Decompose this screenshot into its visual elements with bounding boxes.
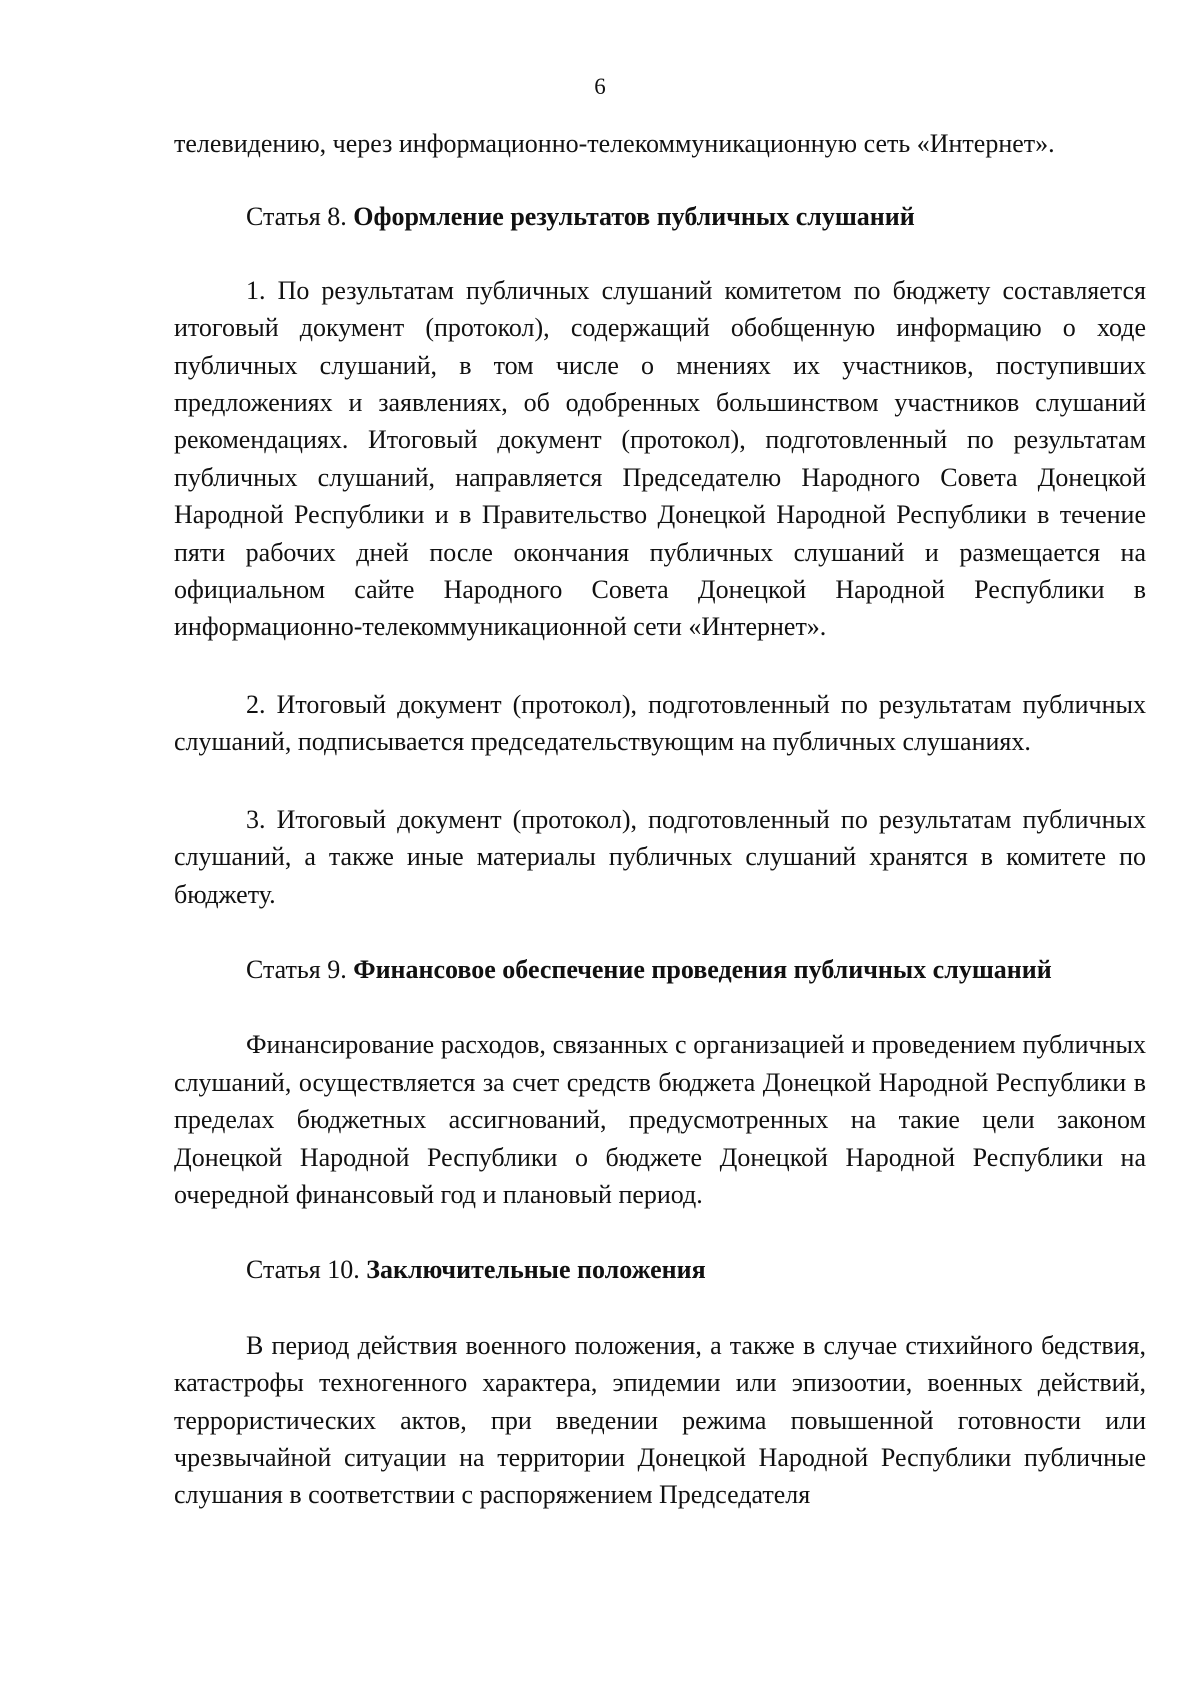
article-10-paragraph-1: В период действия военного положения, а также в случае стихийного бедствия, катастрофы техногенного характера, эпидемии или эпизоотии, военных действий, террористических актов, при введении режима повышенной готовности или чрезвычайной ситуации на территории Донецкой Народной Республики публичные слушания в соответствии с распоряжением Председателя	[174, 1330, 1146, 1510]
article-8-heading	[174, 198, 1146, 235]
article-9-title: Финансовое обеспечение проведения публичных слушаний	[353, 954, 1052, 984]
article-10-prefix: Статья 10.	[246, 1255, 360, 1285]
continuation-paragraph: телевидению, через информационно-телекоммуникационную сеть «Интернет».	[174, 129, 1055, 158]
article-9-prefix: Статья 9.	[246, 954, 347, 984]
article-8-prefix: Статья 8.	[246, 202, 347, 232]
article-9-heading	[174, 951, 1146, 988]
document-body	[174, 125, 1146, 1514]
article-10-title: Заключительные положения	[366, 1255, 706, 1285]
article-8-title: Оформление результатов публичных слушаний	[353, 202, 915, 232]
article-8-paragraph-3: 3. Итоговый документ (протокол), подготовленный по результатам публичных слушаний, а также иные материалы публичных слушаний хранятся в комитете по бюджету.	[174, 804, 1146, 909]
article-10-heading	[174, 1251, 1146, 1288]
page-number: 6	[594, 74, 606, 99]
article-9-paragraph-1: Финансирование расходов, связанных с организацией и проведением публичных слушаний, осуществляется за счет средств бюджета Донецкой Народной Республики в пределах бюджетных ассигнований, предусмотренных на такие цели законом Донецкой Народной Республики о бюджете Донецкой Народной Республики на очередной финансовый год и плановый период.	[174, 1030, 1146, 1209]
article-8-paragraph-1: 1. По результатам публичных слушаний комитетом по бюджету составляется итоговый документ (протокол), содержащий обобщенную информацию о ходе публичных слушаний, в том числе о мнениях их участников, поступивших предложениях и заявлениях, об одобренных большинством участников слушаний рекомендациях. Итоговый документ (протокол), подготовленный по результатам публичных слушаний, направляется Председателю Народного Совета Донецкой Народной Республики и в Правительство Донецкой Народной Республики в течение пяти рабочих дней после окончания публичных слушаний и размещается на официальном сайте Народного Совета Донецкой Народной Республики в информационно-телекоммуникационной сети «Интернет».	[174, 275, 1146, 642]
article-8-paragraph-2: 2. Итоговый документ (протокол), подготовленный по результатам публичных слушаний, подписывается председательствующим на публичных слушаниях.	[174, 689, 1146, 757]
